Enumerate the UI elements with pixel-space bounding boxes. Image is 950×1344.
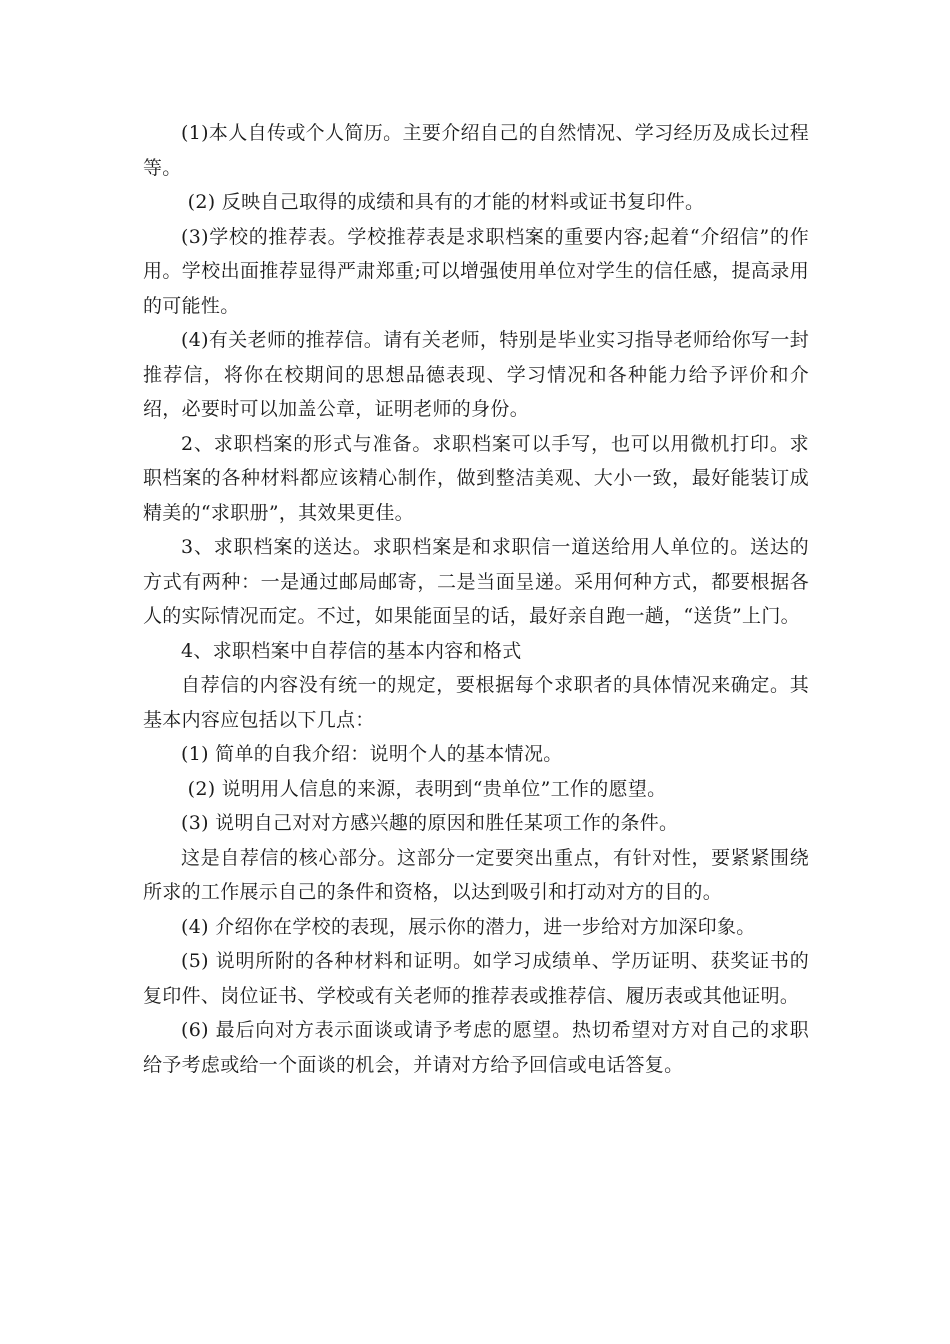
paragraph-resume: (1)本人自传或个人简历。主要介绍自己的自然情况、学习经历及成长过程等。	[143, 122, 809, 179]
paragraph-core-part: 这是自荐信的核心部分。这部分一定要突出重点，有针对性，要紧紧围绕所求的工作展示自己的条件和资格，以达到吸引和打动对方的目的。	[143, 846, 809, 903]
paragraph-delivery: 3、求职档案的送达。求职档案是和求职信一道送给用人单位的。送达的方式有两种：一是通过邮局邮寄，二是当面呈递。采用何种方式，都要根据各人的实际情况而定。不过，如果能面呈的话，最好亲自跑一趟，“送货”上门。	[143, 536, 809, 627]
list-item-1: (1) 简单的自我介绍：说明个人的基本情况。	[181, 743, 563, 765]
document-body	[143, 116, 809, 1082]
list-item-5: (5) 说明所附的各种材料和证明。如学习成绩单、学历证明、获奖证书的复印件、岗位证书、学校或有关老师的推荐表或推荐信、履历表或其他证明。	[143, 950, 809, 1007]
paragraph-intro-content: 自荐信的内容没有统一的规定，要根据每个求职者的具体情况来确定。其基本内容应包括以下几点：	[143, 674, 809, 731]
paragraph-teacher-recommendation: (4)有关老师的推荐信。请有关老师，特别是毕业实习指导老师给你写一封推荐信，将你在校期间的思想品德表现、学习情况和各种能力给予评价和介绍，必要时可以加盖公章，证明老师的身份。	[143, 329, 809, 420]
list-item-6: (6) 最后向对方表示面谈或请予考虑的愿望。热切希望对方对自己的求职给予考虑或给一个面谈的机会，并请对方给予回信或电话答复。	[143, 1019, 809, 1076]
paragraph-school-recommendation: (3)学校的推荐表。学校推荐表是求职档案的重要内容;起着“介绍信”的作用。学校出面推荐显得严肃郑重;可以增强使用单位对学生的信任感，提高录用的可能性。	[143, 225, 809, 317]
paragraph-certificates: (2) 反映自己取得的成绩和具有的才能的材料或证书复印件。	[187, 191, 705, 213]
paragraph-form-preparation: 2、求职档案的形式与准备。求职档案可以手写，也可以用微机打印。求职档案的各种材料都应该精心制作，做到整洁美观、大小一致，最好能装订成精美的“求职册”，其效果更佳。	[143, 432, 809, 524]
section-heading-self-recommendation: 4、求职档案中自荐信的基本内容和格式	[181, 639, 522, 662]
list-item-4: (4) 介绍你在学校的表现，展示你的潜力，进一步给对方加深印象。	[181, 915, 756, 938]
list-item-3: (3) 说明自己对对方感兴趣的原因和胜任某项工作的条件。	[181, 812, 679, 834]
list-item-2: (2) 说明用人信息的来源，表明到“贵单位”工作的愿望。	[187, 777, 667, 800]
